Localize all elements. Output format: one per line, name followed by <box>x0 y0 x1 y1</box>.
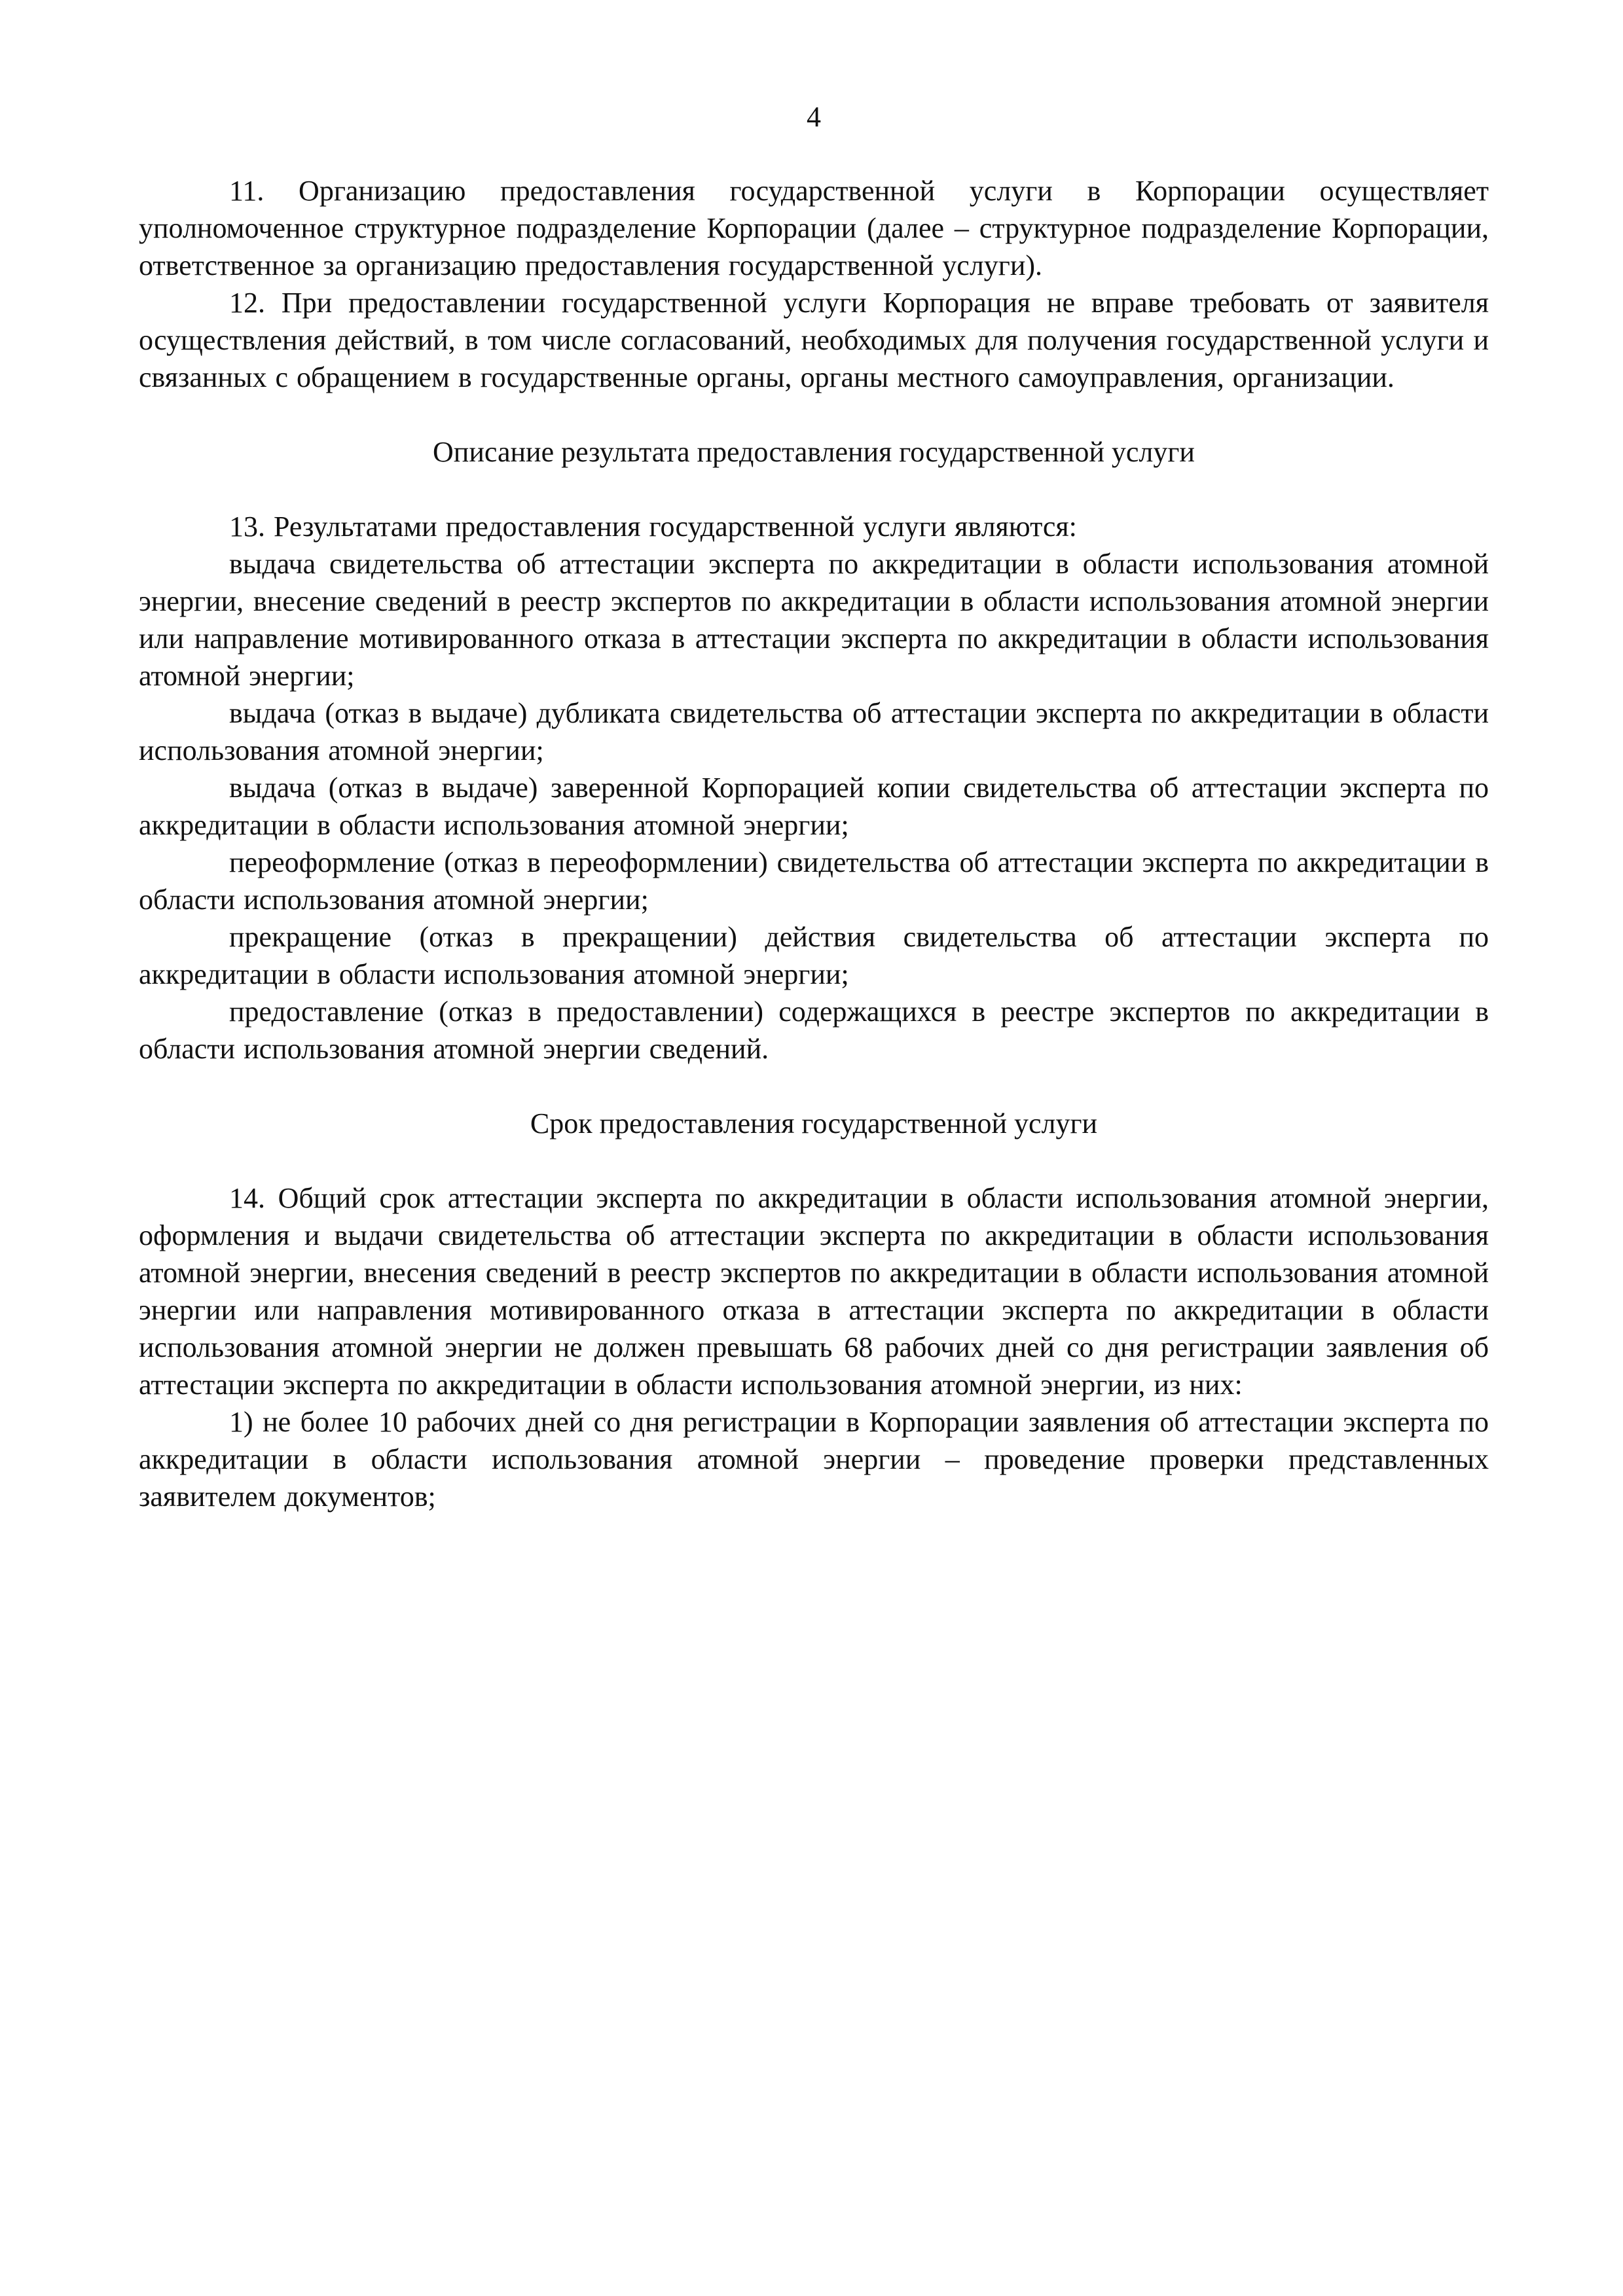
paragraph-14-subitem-1: 1) не более 10 рабочих дней со дня регистрации в Корпорации заявления об аттестации эксперта по аккредитации в области использования атомной энергии – проведение проверки представленных заявителем документов; <box>139 1406 1489 1513</box>
page-number: 4 <box>807 101 821 133</box>
paragraph-13-item-1: выдача свидетельства об аттестации эксперта по аккредитации в области использования атомной энергии, внесение сведений в реестр экспертов по аккредитации в области использования атомной энергии или направление мотивированного отказа в аттестации эксперта по аккредитации в области использования атомной энергии; <box>139 548 1489 692</box>
paragraph-13-intro: 13. Результатами предоставления государственной услуги являются: <box>229 511 1077 543</box>
document-content <box>139 98 1489 1515</box>
paragraph-13-item-4: переоформление (отказ в переоформлении) свидетельства об аттестации эксперта по аккредитации в области использования атомной энергии; <box>139 846 1489 916</box>
paragraph-13-item-6: предоставление (отказ в предоставлении) содержащихся в реестре экспертов по аккредитации в области использования атомной энергии сведений. <box>139 996 1489 1065</box>
paragraph-14: 14. Общий срок аттестации эксперта по аккредитации в области использования атомной энергии, оформления и выдачи свидетельства об аттестации эксперта по аккредитации в области использования атомной энергии, внесения сведений в реестр экспертов по аккредитации в области использования атомной энергии или направления мотивированного отказа в аттестации эксперта по аккредитации в области использования атомной энергии не должен превышать 68 рабочих дней со дня регистрации заявления об аттестации эксперта по аккредитации в области использования атомной энергии, из них: <box>139 1182 1489 1401</box>
paragraph-13-item-5: прекращение (отказ в прекращении) действия свидетельства об аттестации эксперта по аккредитации в области использования атомной энергии; <box>139 921 1489 990</box>
section-heading-result-description: Описание результата предоставления государственной услуги <box>433 436 1195 468</box>
paragraph-12: 12. При предоставлении государственной услуги Корпорация не вправе требовать от заявителя осуществления действий, в том числе согласований, необходимых для получения государственной услуги и связанных с обращением в государственные органы, органы местного самоуправления, организации. <box>139 287 1489 393</box>
paragraph-11: 11. Организацию предоставления государственной услуги в Корпорации осуществляет уполномоченное структурное подразделение Корпорации (далее – структурное подразделение Корпорации, ответственное за организацию предоставления государственной услуги). <box>139 175 1489 281</box>
section-heading-service-term: Срок предоставления государственной услуги <box>530 1107 1098 1139</box>
paragraph-13-item-3: выдача (отказ в выдаче) заверенной Корпорацией копии свидетельства об аттестации эксперта по аккредитации в области использования атомной энергии; <box>139 772 1489 841</box>
paragraph-13-item-2: выдача (отказ в выдаче) дубликата свидетельства об аттестации эксперта по аккредитации в области использования атомной энергии; <box>139 697 1489 766</box>
